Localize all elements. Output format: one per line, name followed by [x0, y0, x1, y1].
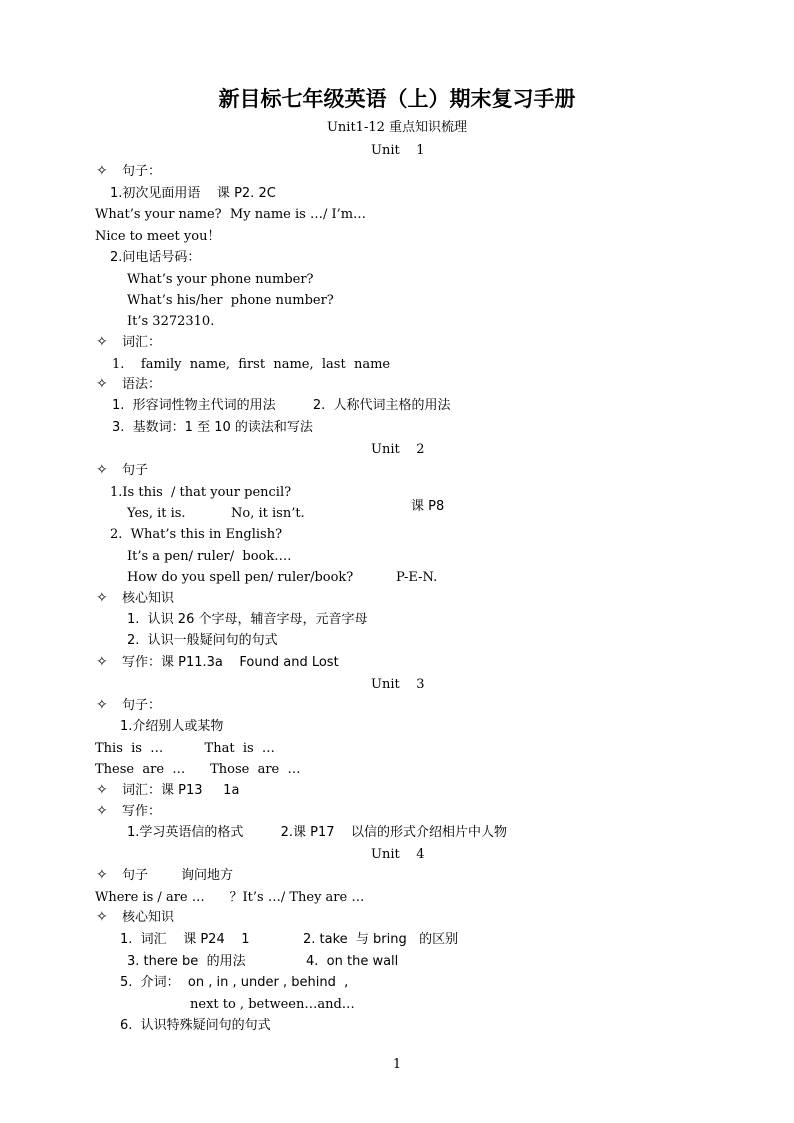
u1-sentence-2: 2.问电话号码： — [110, 250, 201, 265]
u2-writing: 写作：课 P11.3a Found and Lost — [122, 655, 339, 670]
bullet-icon: ✧ — [96, 376, 108, 392]
bullet-icon: ✧ — [96, 334, 108, 350]
u2-sentence-1: 1.Is this / that your pencil? — [110, 485, 292, 500]
u1-sentence-2b: What’s his/her phone number? — [127, 293, 334, 308]
page-number: 1 — [392, 1057, 402, 1072]
u2-sentence-1a: Yes, it is. No, it isn’t. — [127, 506, 305, 521]
u4-core-heading: 核心知识 — [122, 910, 175, 925]
u2-sentences-heading: 句子 — [122, 463, 149, 478]
u2-sentence-2: 2. What’s this in English? — [110, 527, 283, 542]
u1-sentence-2a: What’s your phone number? — [127, 272, 314, 287]
bullet-icon: ✧ — [96, 909, 108, 925]
u1-sentence-1: 1.初次见面用语 课 P2. 2C — [110, 186, 276, 201]
u1-vocab-heading: 词汇： — [122, 335, 162, 350]
u1-sentence-1a: What’s your name? My name is …/ I’m… — [95, 207, 367, 222]
u4-core-3: 5. 介词： on , in , under , behind , — [120, 975, 349, 990]
u1-vocab-1: 1. family name, first name, last name — [112, 357, 391, 372]
u1-grammar-heading: 语法： — [122, 377, 162, 392]
unit-1-heading: Unit 1 — [371, 143, 425, 158]
u3-writing-heading: 写作： — [122, 804, 162, 819]
page-subtitle: Unit1-12 重点知识梳理 — [326, 120, 468, 135]
u2-core-heading: 核心知识 — [122, 591, 175, 606]
u3-sentence-1b: These are … Those are … — [95, 762, 301, 777]
unit-3-heading: Unit 3 — [371, 677, 425, 692]
u4-sentences: 句子 询问地方 — [122, 868, 234, 883]
u2-core-1: 1. 认识 26 个字母，辅音字母，元音字母 — [127, 612, 368, 627]
bullet-icon: ✧ — [96, 803, 108, 819]
bullet-icon: ✧ — [96, 697, 108, 713]
u3-sentences-heading: 句子： — [122, 698, 162, 713]
u4-core-1: 1. 词汇 课 P24 1 — [120, 932, 250, 947]
bullet-icon: ✧ — [96, 590, 108, 606]
u2-sentence-2b-answer: P-E-N. — [396, 570, 438, 585]
bullet-icon: ✧ — [96, 163, 108, 179]
u2-sentence-2a: It’s a pen/ ruler/ book…. — [127, 549, 292, 564]
u2-core-2: 2. 认识一般疑问句的句式 — [127, 633, 278, 648]
u4-sentence-1: Where is / are … ？It’s …/ They are … — [95, 890, 365, 905]
u2-reference: 课 P8 — [411, 499, 445, 514]
bullet-icon: ✧ — [96, 782, 108, 798]
u3-sentence-1a: This is … That is … — [95, 741, 275, 756]
u4-core-4: 6. 认识特殊疑问句的句式 — [120, 1018, 271, 1033]
u1-grammar-1: 1. 形容词性物主代词的用法 2. 人称代词主格的用法 — [112, 398, 451, 413]
bullet-icon: ✧ — [96, 462, 108, 478]
u3-sentence-1: 1.介绍别人或某物 — [120, 719, 224, 734]
u3-writing-1: 1.学习英语信的格式 2.课 P17 以信的形式介绍相片中人物 — [127, 825, 508, 840]
unit-2-heading: Unit 2 — [371, 442, 425, 457]
u4-core-3b: next to , between…and… — [190, 997, 355, 1012]
u1-sentence-2c: It’s 3272310. — [127, 314, 215, 329]
u1-sentence-1b: Nice to meet you！ — [95, 229, 221, 244]
bullet-icon: ✧ — [96, 654, 108, 670]
u1-sentences-heading: 句子： — [122, 164, 162, 179]
bullet-icon: ✧ — [96, 867, 108, 883]
u4-core-2: 3. there be 的用法 — [127, 954, 246, 969]
unit-4-heading: Unit 4 — [371, 847, 425, 862]
u4-core-1b: 2. take 与 bring 的区别 — [303, 932, 459, 947]
u4-core-2b: 4. on the wall — [306, 954, 399, 969]
u1-grammar-2: 3. 基数词：1 至 10 的读法和写法 — [112, 420, 313, 435]
u2-sentence-2b: How do you spell pen/ ruler/book? — [127, 570, 354, 585]
page-title: 新目标七年级英语（上）期末复习手册 — [218, 87, 576, 111]
u3-vocab: 词汇：课 P13 1a — [122, 783, 240, 798]
